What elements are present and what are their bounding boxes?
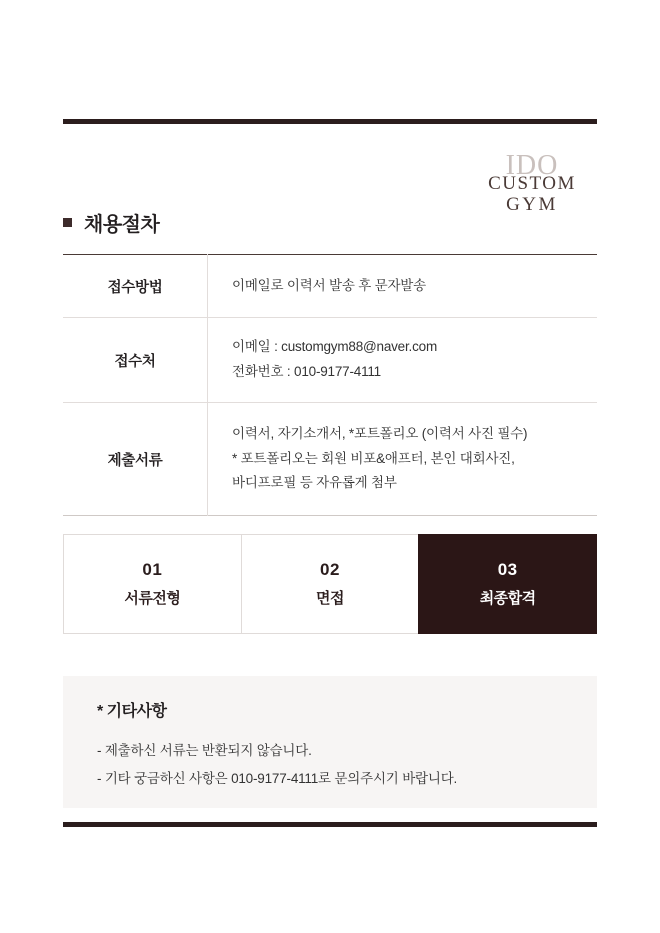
notes-title: * 기타사항: [97, 703, 167, 720]
table-row: [63, 403, 597, 516]
process-step-3: [418, 534, 597, 634]
table-cell-line: 전화번호 : 010-9177-4111: [232, 364, 381, 379]
logo-bottom-text: GYM: [506, 194, 558, 215]
process-step-1: [63, 534, 242, 634]
note-line: - 기타 궁금하신 사항은 010-9177-4111로 문의주시기 바랍니다.: [97, 770, 458, 786]
process-steps: [63, 534, 597, 634]
table-row-header: 접수방법: [63, 255, 208, 318]
table-row-content: [208, 318, 598, 403]
table-cell-line: * 포트폴리오는 회원 비포&애프터, 본인 대회사진,: [232, 450, 515, 466]
table-row-content: [208, 403, 598, 516]
table-cell-line: 이력서, 자기소개서, *포트폴리오 (이력서 사진 필수): [232, 425, 528, 441]
table-row-header: 제출서류: [63, 403, 208, 516]
notes-box: [63, 676, 597, 808]
logo-top-text: IDO: [505, 150, 559, 181]
square-bullet-icon: [63, 218, 72, 227]
step-number: 01: [142, 560, 163, 579]
table-row-content: [208, 255, 598, 318]
step-number: 02: [320, 560, 340, 579]
note-line: - 제출하신 서류는 반환되지 않습니다.: [97, 743, 312, 758]
table-cell-line: 이메일로 이력서 발송 후 문자발송: [232, 277, 426, 293]
bottom-divider: [63, 822, 597, 827]
top-divider: [63, 119, 597, 124]
table-cell-line: 이메일 : customgym88@naver.com: [232, 339, 437, 355]
section-heading: [63, 208, 159, 237]
step-label: 면접: [316, 590, 344, 607]
recruitment-info-table: [63, 254, 597, 516]
page-title: 채용절차: [84, 214, 160, 236]
table-row: [63, 255, 597, 318]
table-cell-line: 바디프로필 등 자유롭게 첨부: [232, 475, 397, 491]
step-label: 최종합격: [479, 590, 536, 607]
step-label: 서류전형: [124, 590, 181, 607]
table-row: [63, 318, 597, 403]
table-row-header: 접수처: [63, 318, 208, 403]
brand-logo: [467, 152, 597, 214]
logo-middle-text: CUSTOM: [488, 173, 576, 194]
step-number: 03: [497, 560, 518, 579]
process-step-2: [241, 534, 420, 634]
